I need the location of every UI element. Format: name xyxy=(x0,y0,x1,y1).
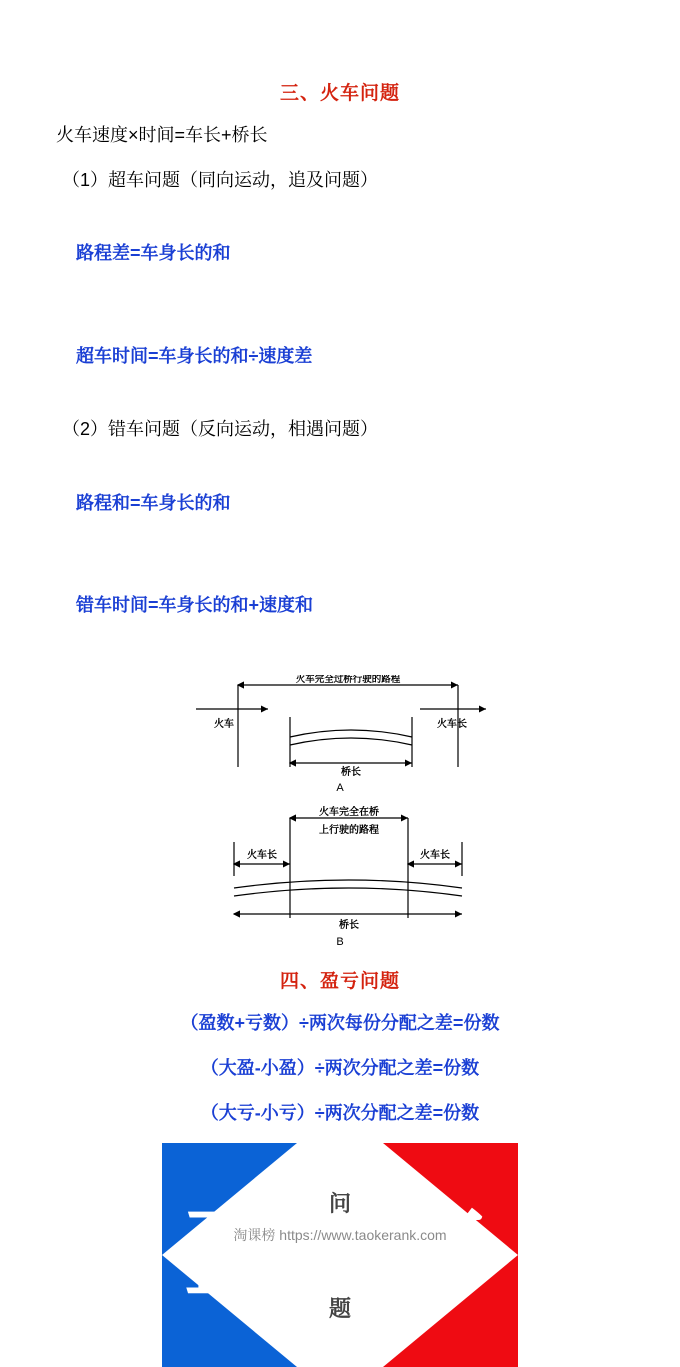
figure-b-caption: B xyxy=(336,935,344,948)
figure-b-diagram xyxy=(190,806,490,934)
train-blue-lead-4: 错车时间 xyxy=(76,595,149,616)
profit-formula-2: （大盈-小盈）÷两次分配之差=份数 xyxy=(200,1057,480,1078)
poster-middle-column xyxy=(305,1143,375,1367)
train-blue-line-3 xyxy=(56,460,624,546)
train-blue-line-2 xyxy=(56,313,624,399)
section-title-train: 三、火车问题 xyxy=(279,83,400,104)
train-blue-rest-3: =车身长的和 xyxy=(130,492,231,513)
figure-b-left-label: 火车长 xyxy=(247,849,277,861)
figure-a-caption: A xyxy=(336,781,344,794)
figure-b-top-label-1: 火车完全在桥 xyxy=(319,806,379,818)
figure-a-wrapper xyxy=(56,675,624,800)
figure-b-wrapper xyxy=(56,806,624,954)
figure-b-right-label: 火车长 xyxy=(420,849,450,861)
poster-mid-top-char: 问 xyxy=(328,1191,351,1217)
train-blue-lead-2: 超车时间 xyxy=(76,345,149,366)
profit-formula-3: （大亏-小亏）÷两次分配之差=份数 xyxy=(200,1102,480,1123)
section-title-profit: 四、盈亏问题 xyxy=(279,970,400,992)
footer-watermark: 淘课榜 https://www.taokerank.com xyxy=(233,1227,447,1243)
train-blue-line-1 xyxy=(56,211,624,297)
figure-a-right-label: 火车长 xyxy=(437,718,467,730)
train-case-2-heading: （2）错车问题（反向运动，相遇问题） xyxy=(62,419,379,440)
train-case-1-heading: （1）超车问题（同向运动，追及问题） xyxy=(62,169,379,190)
profit-loss-poster xyxy=(162,1143,518,1367)
figure-b-top-label-2: 上行驶的路程 xyxy=(319,824,379,836)
document-page xyxy=(0,78,680,1322)
train-blue-lead-3: 路程和 xyxy=(76,492,131,513)
train-blue-line-4 xyxy=(56,563,624,649)
poster-left-char: 盈 xyxy=(184,1199,280,1312)
train-blue-lead-1: 路程差 xyxy=(76,243,131,264)
figure-a-top-label: 火车完全过桥行驶的路程 xyxy=(295,674,401,685)
train-blue-rest-4: =车身长的和+速度和 xyxy=(148,595,314,616)
figure-b-bottom-label: 桥长 xyxy=(339,919,359,931)
figure-a-diagram xyxy=(190,675,490,780)
figure-a-left-label: 火车 xyxy=(214,718,234,730)
train-blue-rest-1: =车身长的和 xyxy=(130,243,231,264)
poster-right-char: 亏 xyxy=(400,1199,496,1312)
train-blue-rest-2: =车身长的和÷速度差 xyxy=(148,345,313,366)
train-formula-line-1: 火车速度×时间=车长+桥长 xyxy=(56,125,268,145)
profit-formula-1: （盈数+亏数）÷两次每份分配之差=份数 xyxy=(180,1012,500,1033)
figure-a-bottom-label: 桥长 xyxy=(341,766,361,778)
poster-mid-bottom-char: 题 xyxy=(328,1296,351,1322)
